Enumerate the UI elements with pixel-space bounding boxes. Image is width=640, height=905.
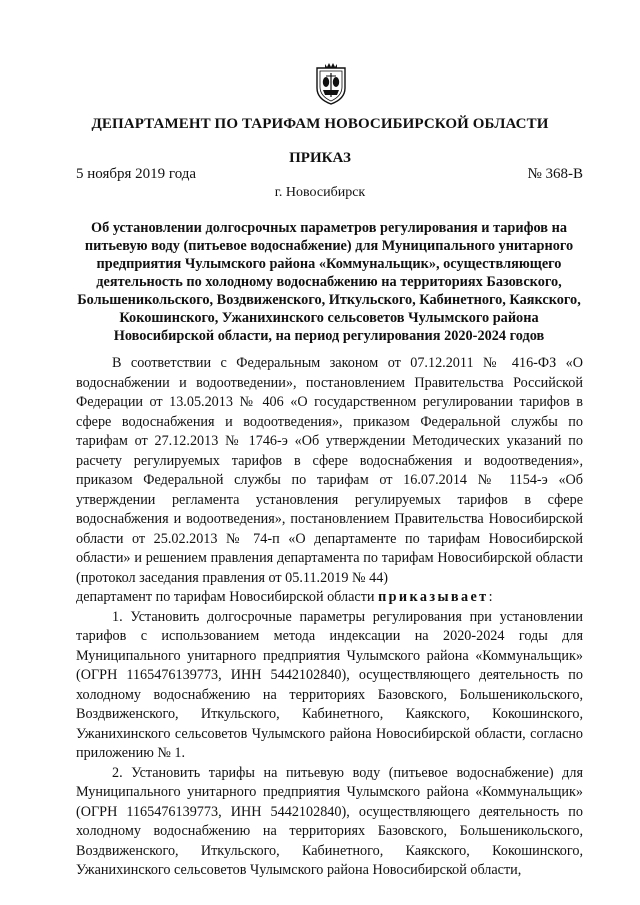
order-title: Об установлении долгосрочных параметров регулирования и тарифов на питьевую воду (питьевое водоснабжение) для Муниципального унитарного предприятия Чулымского района «Коммунальщик», осуществляющего деятельность по холодному водоснабжению на территориях Базовского, Большеникольского, Воздвиженского, Иткульского, Кабинетного, Каякского, Кокошинского, Ужанихинского сельсоветов Чулымского района Новосибирской области, на период регулирования 2020-2024 годов xyxy=(77,220,581,344)
item-2-paragraph: 2. Установить тарифы на питьевую воду (питьевое водоснабжение) для Муниципального унитарного предприятия Чулымского района «Коммунальщик» (ОГРН 1165476139773, ИНН 5442102840), осуществляющего деятельность по холодному водоснабжению на территориях Базовского, Большеникольского, Воздвиженского, Иткульского, Кабинетного, Каякского, Кокошинского, Ужанихинского сельсоветов Чулымского района Новосибирской области, xyxy=(76,764,583,878)
order-number: № 368-В xyxy=(527,166,583,182)
orders-prefix: департамент по тарифам Новосибирской области xyxy=(76,589,379,605)
coat-of-arms-icon xyxy=(314,62,348,105)
order-date: 5 ноября 2019 года xyxy=(76,166,197,182)
order-body xyxy=(76,354,583,881)
orders-line xyxy=(76,588,583,608)
orders-suffix: : xyxy=(488,589,493,605)
department-name: ДЕПАРТАМЕНТ ПО ТАРИФАМ НОВОСИБИРСКОЙ ОБЛАСТИ xyxy=(91,116,549,132)
city: г. Новосибирск xyxy=(274,185,366,200)
preamble-paragraph: В соответствии с Федеральным законом от 07.12.2011 № 416-ФЗ «О водоснабжении и водоотведении», постановлением Правительства Российской Федерации от 13.05.2013 № 406 «О государственном регулировании тарифов в сфере водоснабжения и водоотведения», приказом Федеральной службы по тарифам от 27.12.2013 № 1746-э «Об утверждении Методических указаний по расчету регулируемых тарифов в сфере водоснабжения и водоотведения», приказом Федеральной службы по тарифам от 16.07.2014 № 1154-э «Об утверждении регламента установления регулируемых тарифов в сфере водоснабжения и водоотведения», постановлением Правительства Новосибирской области от 25.02.2013 № 74-п «О департаменте по тарифам Новосибирской области» и решением правления департамента по тарифам Новосибирской области (протокол заседания правления от 05.11.2019 № 44) xyxy=(76,355,583,586)
orders-word: приказывает xyxy=(378,589,489,605)
item-1-paragraph: 1. Установить долгосрочные параметры регулирования при установлении тарифов с использованием метода индексации на 2020-2024 годы для Муниципального унитарного предприятия Чулымского района «Коммунальщик» (ОГРН 1165476139773, ИНН 5442102840), осуществляющего деятельность по холодному водоснабжению на территориях Базовского, Большеникольского, Воздвиженского, Иткульского, Кабинетного, Каякского, Кокошинского, Ужанихинского сельсоветов Чулымского района Новосибирской области, согласно приложению № 1. xyxy=(76,608,583,761)
document-type: ПРИКАЗ xyxy=(289,150,351,166)
